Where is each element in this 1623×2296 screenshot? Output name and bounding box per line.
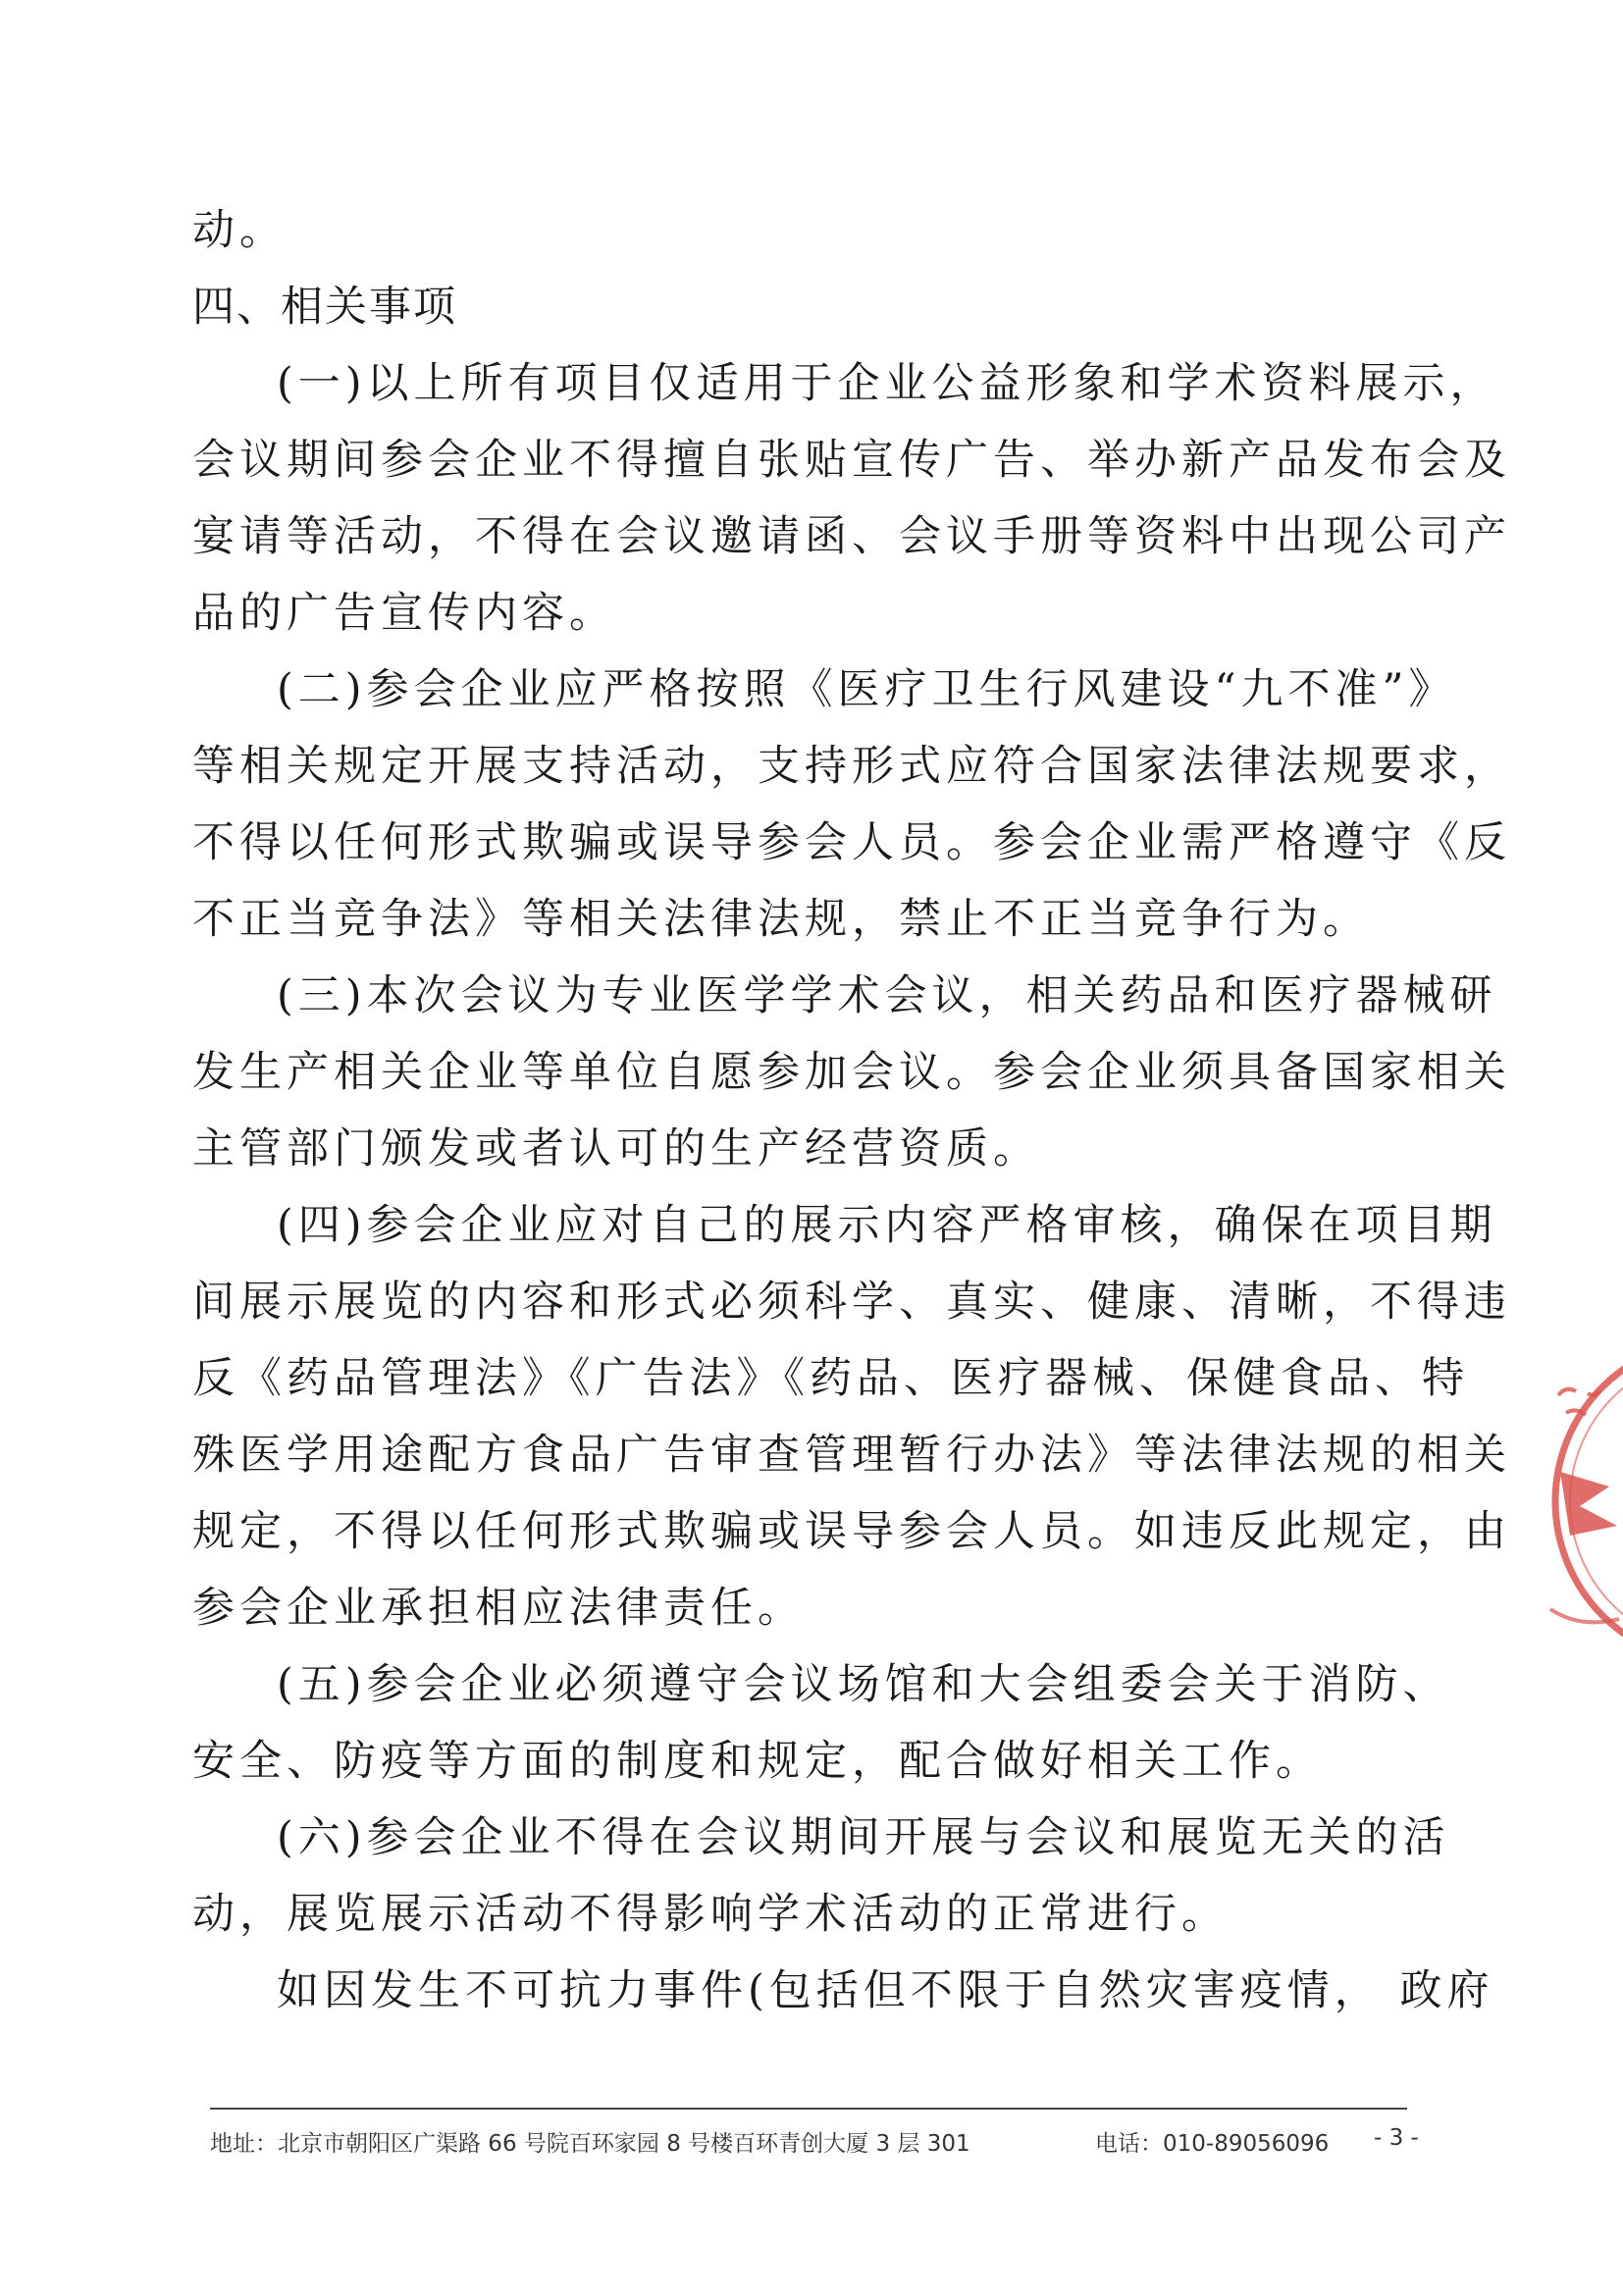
text-line: 间展示展览的内容和形式必须科学、真实、健康、清晰，不得违 [192,1278,1511,1327]
text-line: 等相关规定开展支持活动，支持形式应符合国家法律法规要求， [192,742,1511,791]
text-line: 动，展览展示活动不得影响学术活动的正常进行。 [192,1890,1229,1939]
text-line: 安全、防疫等方面的制度和规定，配合做好相关工作。 [192,1737,1323,1786]
text-line: 参会企业承担相应法律责任。 [192,1584,805,1633]
page-number: - 3 - [1374,2125,1419,2151]
seal-graphic [1531,1325,1623,1678]
footer-divider [210,2108,1407,2110]
text-line: (六)参会企业不得在会议期间开展与会议和展览无关的活 [277,1813,1450,1862]
text-line: (三)本次会议为专业医学学术会议，相关药品和医疗器械研 [277,971,1497,1020]
text-line: (四)参会企业应对自己的展示内容严格审核，确保在项目期 [277,1201,1497,1250]
text-line: 不得以任何形式欺骗或误导参会人员。参会企业需严格遵守《反 [192,818,1511,867]
text-line: 反《药品管理法》《广告法》《药品、医疗器械、保健食品、特 [192,1354,1469,1403]
document-body [192,192,1511,2029]
red-seal-stamp [1531,1325,1623,1678]
text-line: 规定，不得以任何形式欺骗或误导参会人员。如违反此规定，由 [192,1507,1511,1556]
text-line: 殊医学用途配方食品广告审查管理暂行办法》等法律法规的相关 [192,1431,1511,1480]
text-line: 宴请等活动，不得在会议邀请函、会议手册等资料中出现公司产 [192,512,1511,561]
text-line: 动。 [192,206,287,255]
text-line: 不正当竞争法》等相关法律法规，禁止不正当竞争行为。 [192,895,1370,944]
footer-phone: 电话：010-89056096 [1095,2131,1330,2157]
text-line: 品的广告宣传内容。 [192,589,616,638]
text-line: 会议期间参会企业不得擅自张贴宣传广告、举办新产品发布会及 [192,436,1511,485]
page-footer [210,2125,1417,2165]
text-line: (五)参会企业必须遵守会议场馆和大会组委会关于消防、 [277,1660,1450,1709]
text-line: 主管部门颁发或者认可的生产经营资质。 [192,1124,1040,1174]
text-line: (一)以上所有项目仅适用于企业公益形象和学术资料展示， [277,359,1497,408]
section-heading: 四、相关事项 [192,283,457,332]
text-line: 如因发生不可抗力事件(包括但不限于自然灾害疫情， 政府 [277,1966,1494,2015]
footer-address: 地址：北京市朝阳区广渠路 66 号院百环家园 8 号楼百环青创大厦 3 层 301 [210,2131,970,2157]
text-line: 发生产相关企业等单位自愿参加会议。参会企业须具备国家相关 [192,1048,1511,1097]
text-line: (二)参会企业应严格按照《医疗卫生行风建设“九不准”》 [277,665,1456,714]
